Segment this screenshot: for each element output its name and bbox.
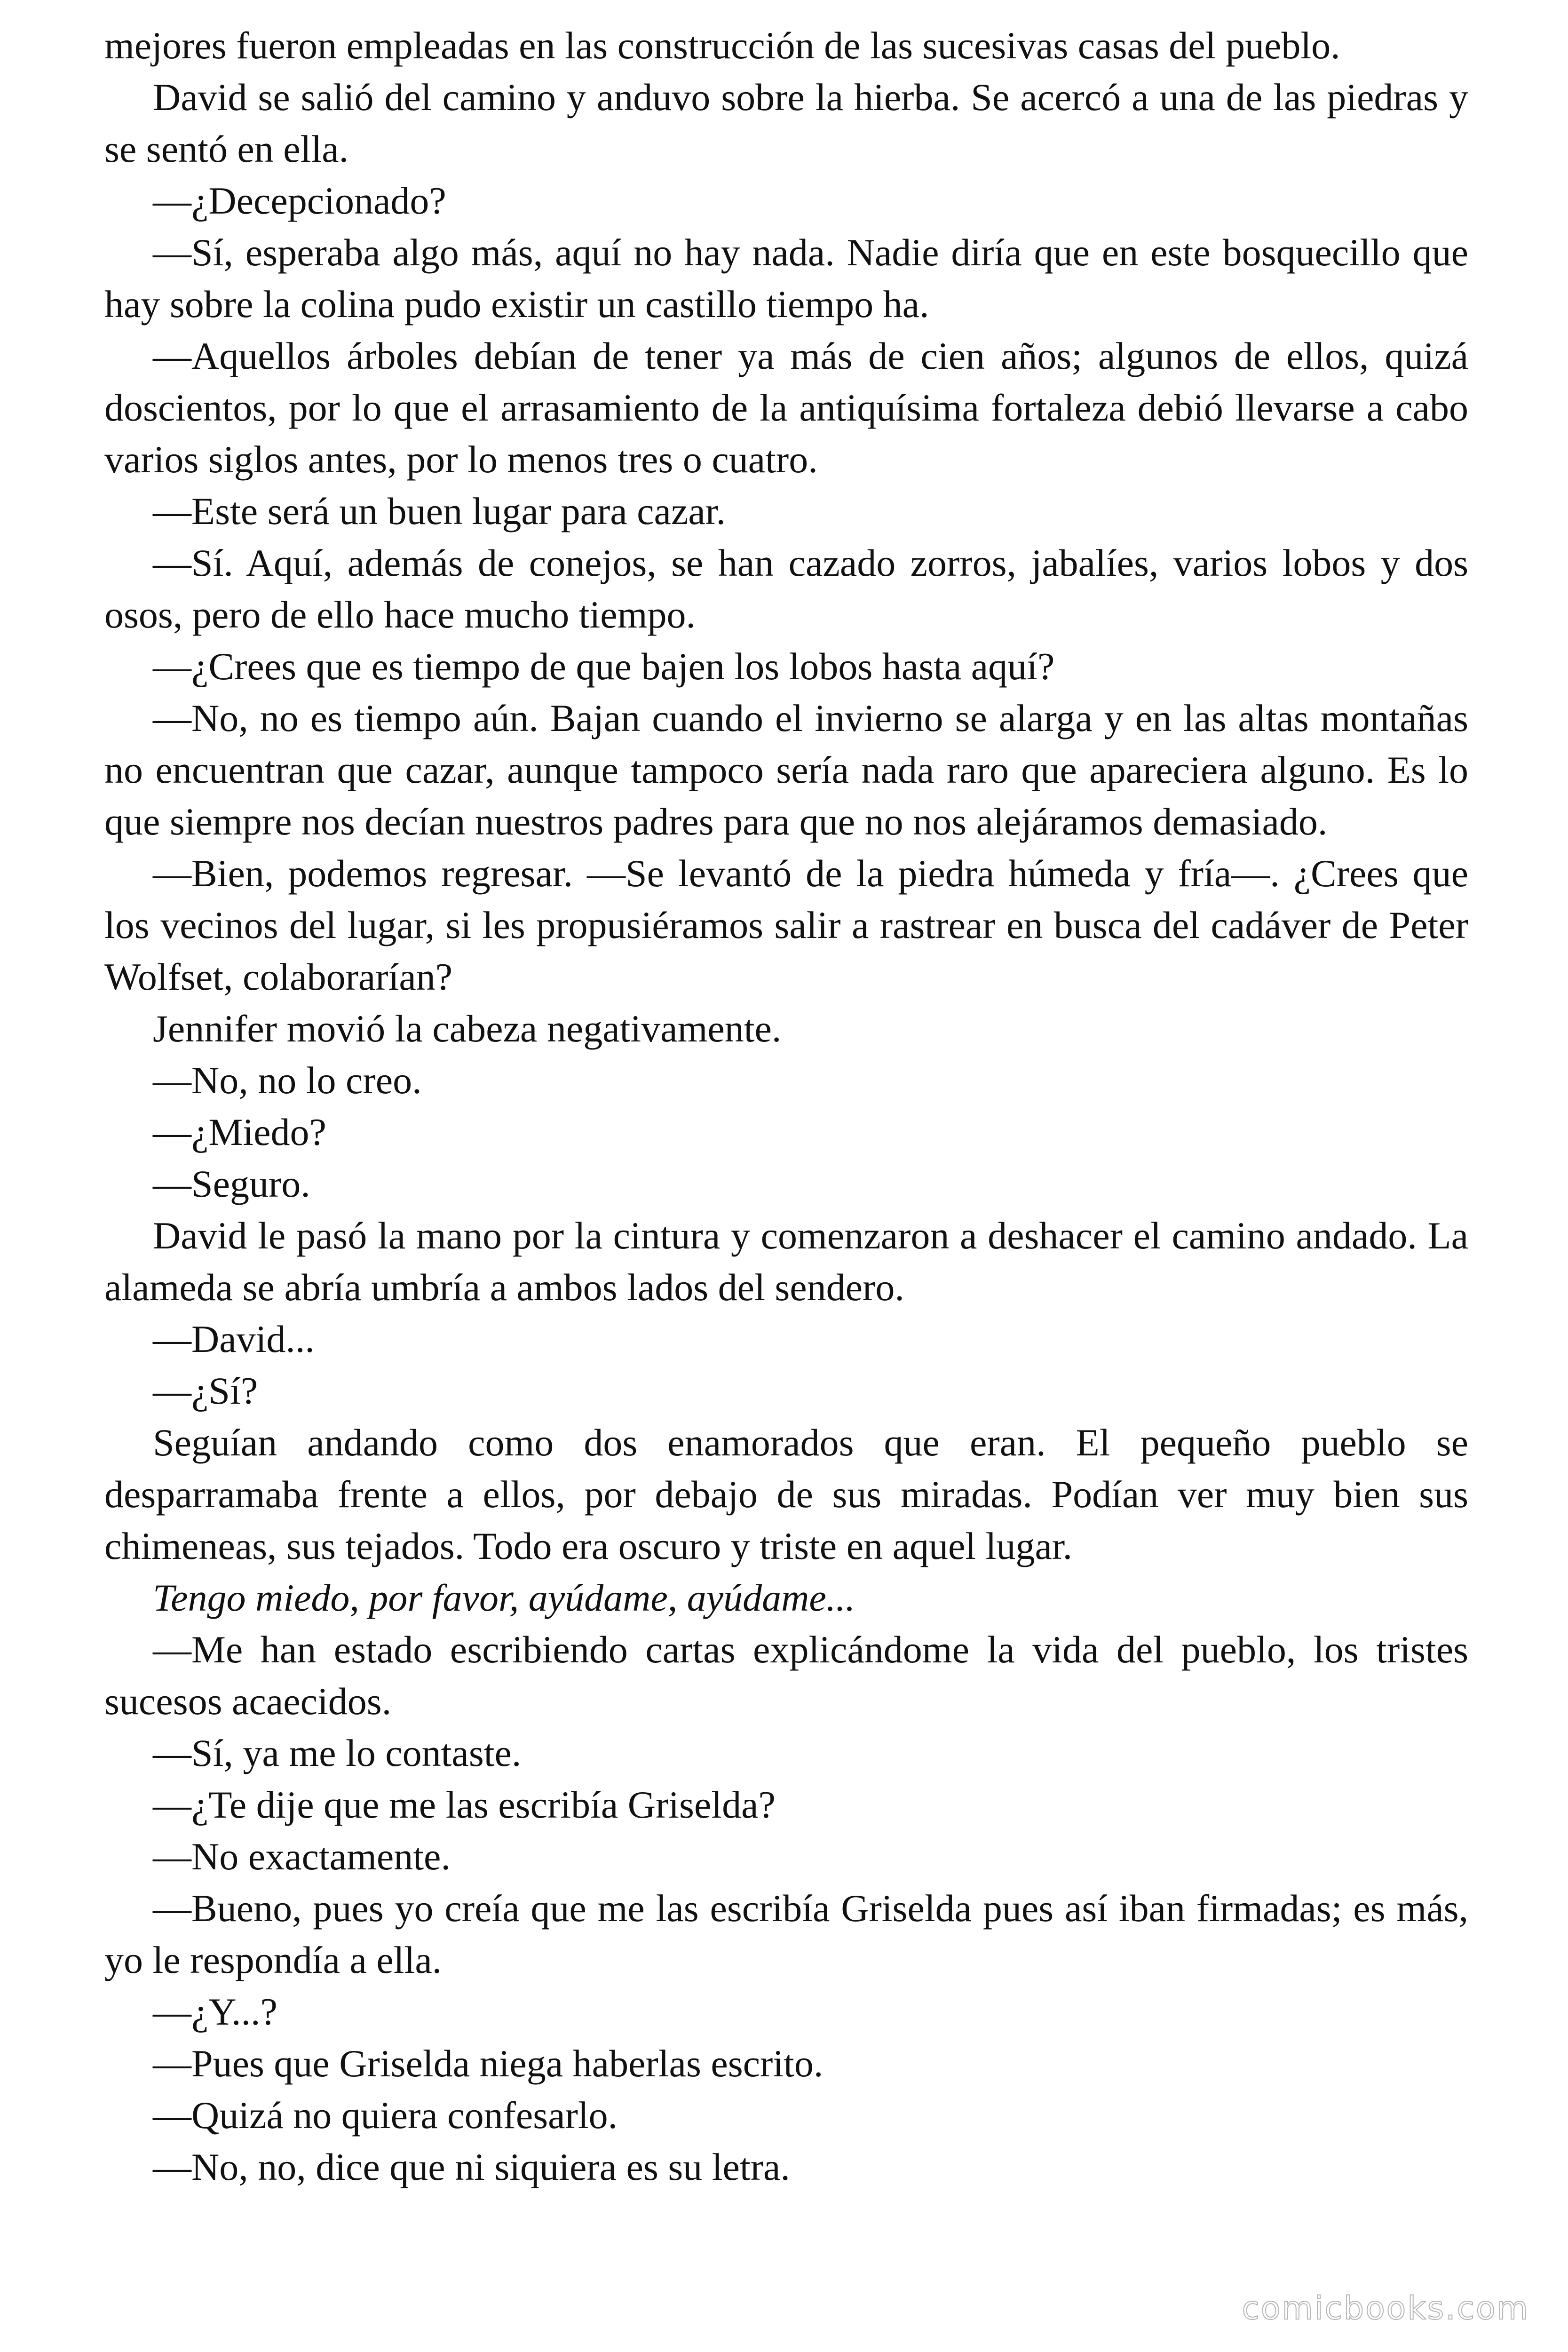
paragraph-3: —Sí, esperaba algo más, aquí no hay nada. Nadie diría que en este bosquecillo que hay sobre la colina pudo existir un castillo tiempo ha. — [104, 231, 1468, 326]
page-body — [104, 20, 1468, 2193]
watermark: comicbooks.com — [1242, 2290, 1529, 2327]
paragraph-27: —No, no, dice que ni siquiera es su letra. — [153, 2145, 790, 2188]
paragraph-2: —¿Decepcionado? — [153, 179, 446, 222]
paragraph-22: —No exactamente. — [153, 1835, 451, 1878]
paragraph-10: Jennifer movió la cabeza negativamente. — [153, 1007, 782, 1050]
paragraph-1: David se salió del camino y anduvo sobre la hierba. Se acercó a una de las piedras y se sentó en ella. — [104, 76, 1468, 170]
paragraph-13: —Seguro. — [153, 1162, 310, 1205]
paragraph-0: mejores fueron empleadas en las construcción de las sucesivas casas del pueblo. — [104, 24, 1340, 67]
paragraph-18-italic: Tengo miedo, por favor, ayúdame, ayúdame... — [153, 1576, 855, 1619]
paragraph-21: —¿Te dije que me las escribía Griselda? — [153, 1783, 776, 1826]
paragraph-25: —Pues que Griselda niega haberlas escrito. — [153, 2042, 824, 2085]
paragraph-17: Seguían andando como dos enamorados que eran. El pequeño pueblo se desparramaba frente a ellos, por debajo de sus miradas. Podían ver muy bien sus chimeneas, sus tejados. Todo era oscuro y triste en aquel lugar. — [104, 1421, 1468, 1567]
paragraph-4: —Aquellos árboles debían de tener ya más de cien años; algunos de ellos, quizá doscientos, por lo que el arrasamiento de la antiquísima fortaleza debió llevarse a cabo varios siglos antes, por lo menos tres o cuatro. — [104, 334, 1468, 481]
paragraph-8: —No, no es tiempo aún. Bajan cuando el invierno se alarga y en las altas montañas no encuentran que cazar, aunque tampoco sería nada raro que apareciera alguno. Es lo que siempre nos decían nuestros padres para que no nos alejáramos demasiado. — [104, 697, 1468, 843]
paragraph-24: —¿Y...? — [153, 1990, 277, 2033]
paragraph-23: —Bueno, pues yo creía que me las escribía Griselda pues así iban firmadas; es más, yo le respondía a ella. — [104, 1887, 1468, 1981]
paragraph-26: —Quizá no quiera confesarlo. — [153, 2094, 618, 2137]
paragraph-20: —Sí, ya me lo contaste. — [153, 1732, 522, 1774]
paragraph-12: —¿Miedo? — [153, 1111, 326, 1153]
paragraph-15: —David... — [153, 1318, 315, 1360]
paragraph-9: —Bien, podemos regresar. —Se levantó de la piedra húmeda y fría—. ¿Crees que los vecinos del lugar, si les propusiéramos salir a rastrear en busca del cadáver de Peter Wolfset, colaborarían? — [104, 852, 1468, 998]
paragraph-11: —No, no lo creo. — [153, 1059, 422, 1102]
paragraph-14: David le pasó la mano por la cintura y comenzaron a deshacer el camino andado. La alameda se abría umbría a ambos lados del sendero. — [104, 1214, 1468, 1309]
paragraph-19: —Me han estado escribiendo cartas explicándome la vida del pueblo, los tristes sucesos acaecidos. — [104, 1628, 1468, 1723]
paragraph-7: —¿Crees que es tiempo de que bajen los lobos hasta aquí? — [153, 645, 1055, 688]
paragraph-6: —Sí. Aquí, además de conejos, se han cazado zorros, jabalíes, varios lobos y dos osos, pero de ello hace mucho tiempo. — [104, 541, 1468, 636]
paragraph-16: —¿Sí? — [153, 1369, 258, 1412]
paragraph-5: —Este será un buen lugar para cazar. — [153, 490, 726, 532]
